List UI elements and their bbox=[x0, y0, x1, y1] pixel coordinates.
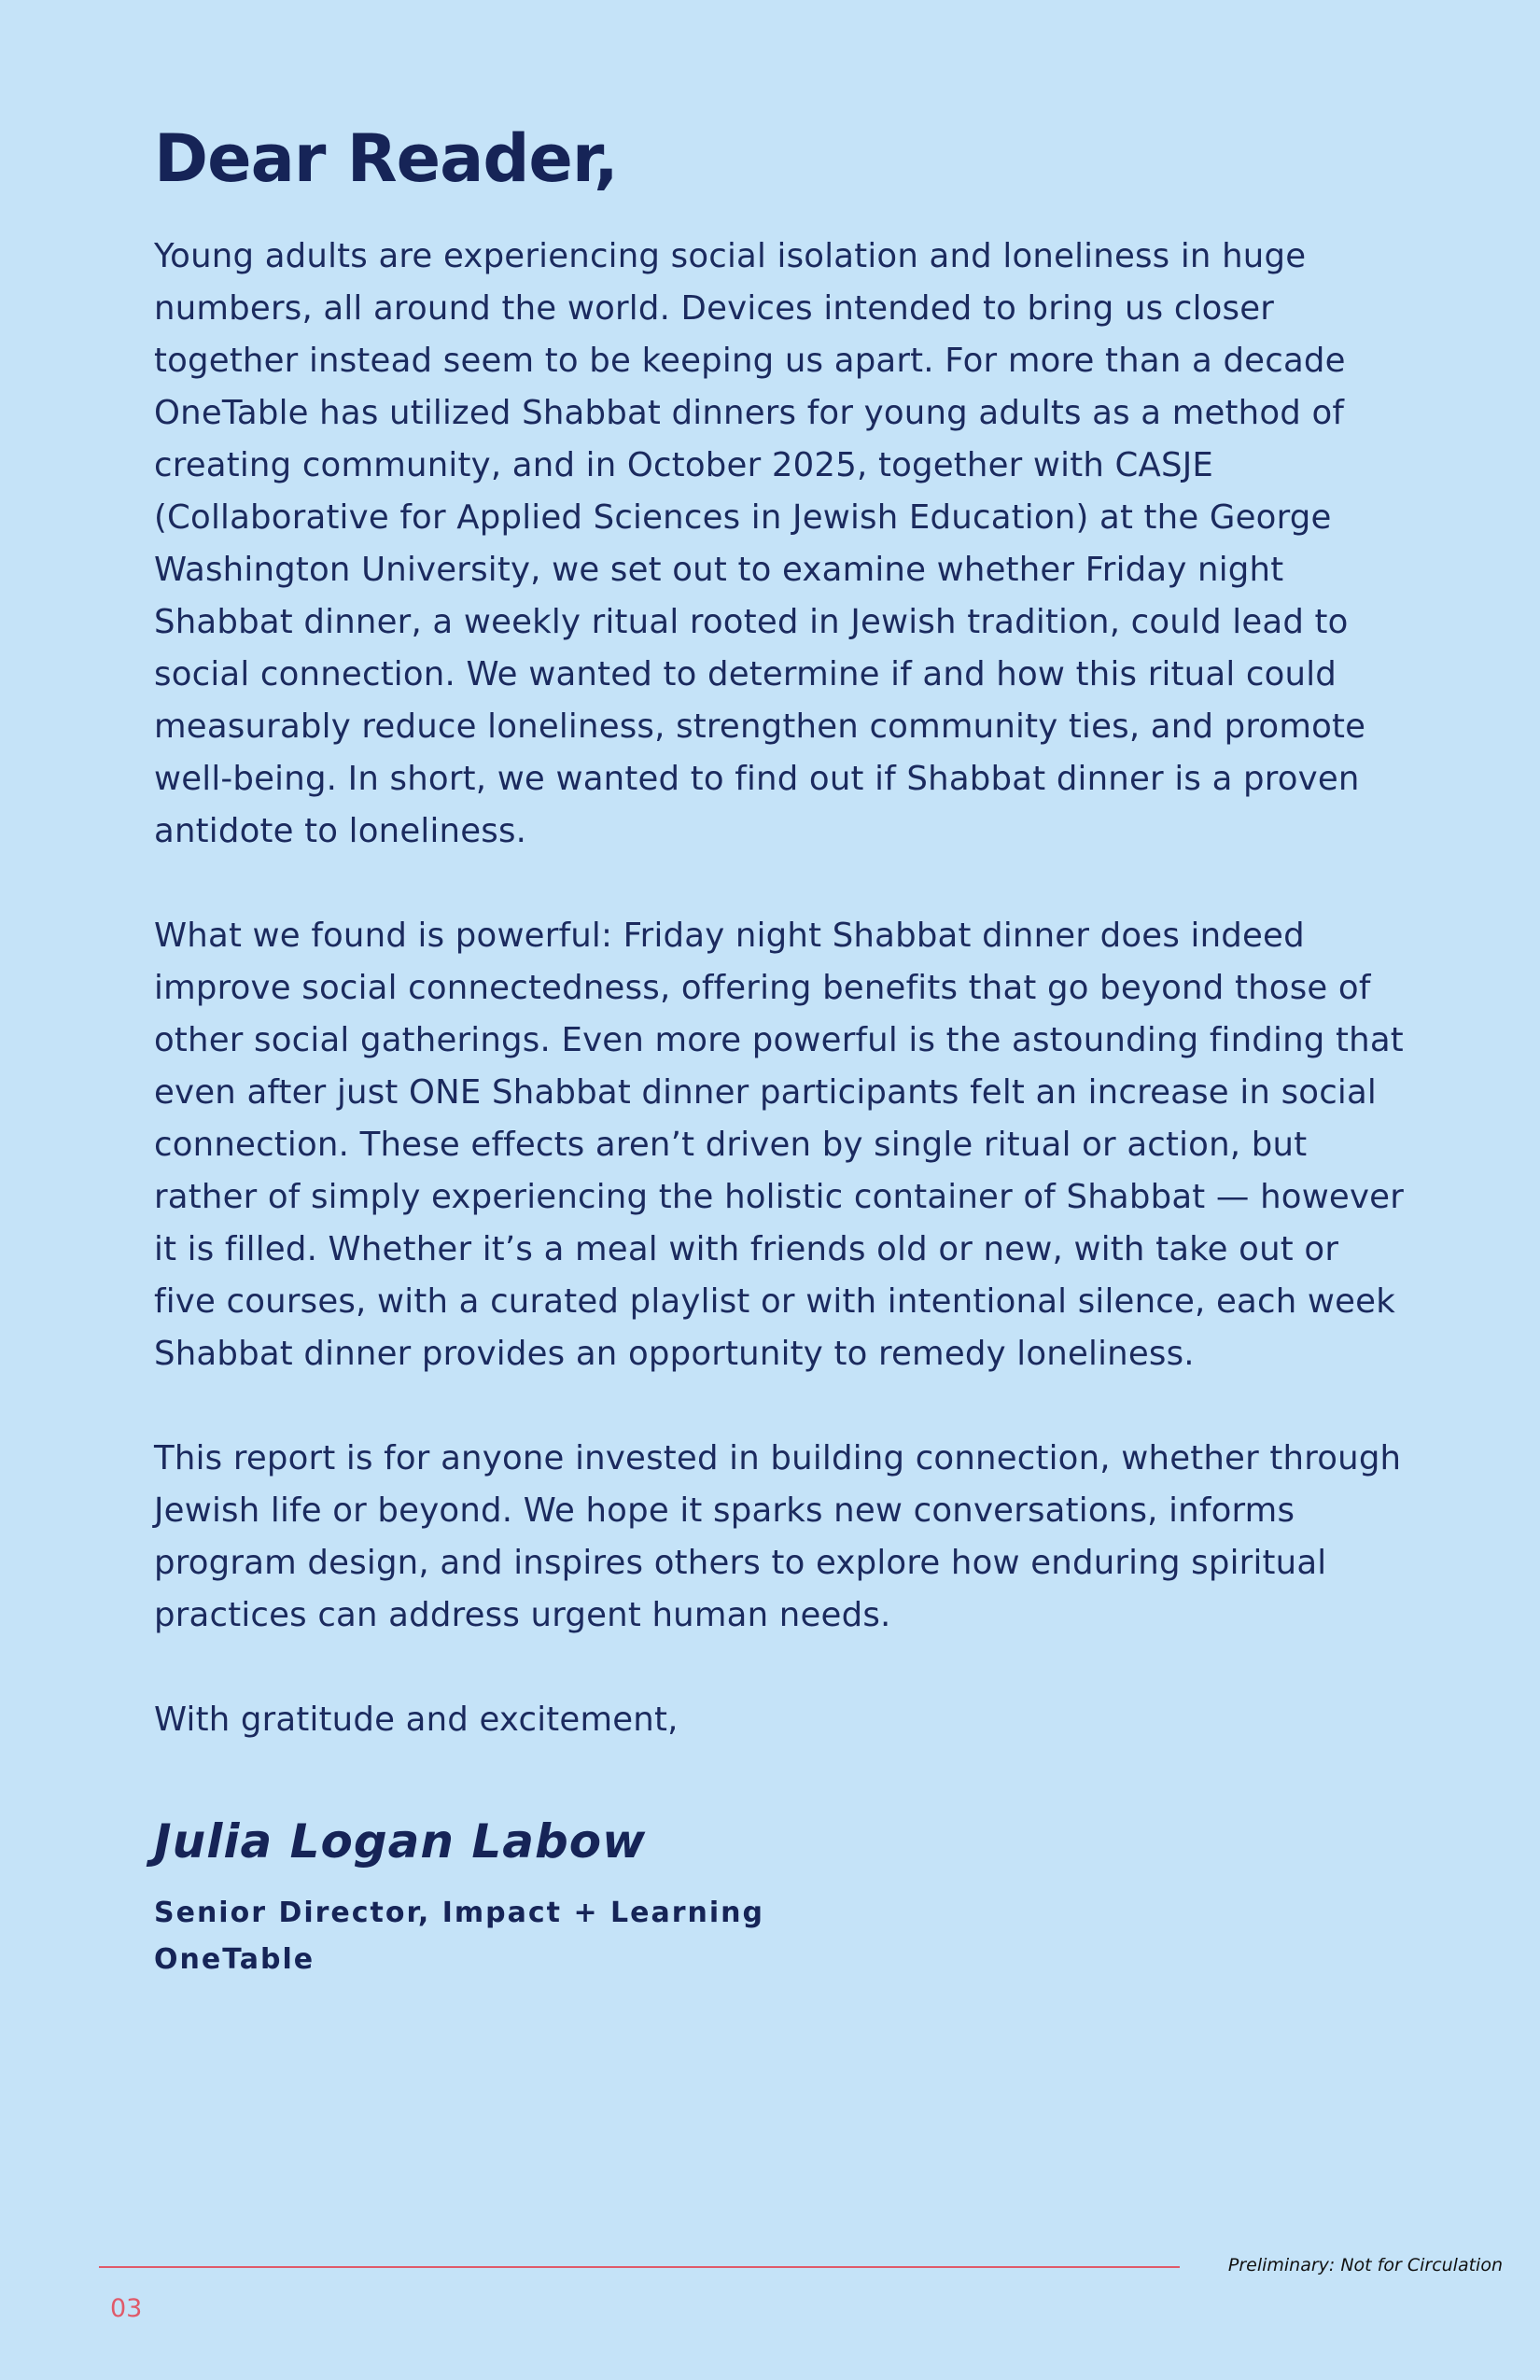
letter-closing: With gratitude and excitement, bbox=[154, 1701, 679, 1739]
signature-organization: OneTable bbox=[154, 1943, 315, 1976]
footer-note: Preliminary: Not for Circulation bbox=[1227, 2255, 1503, 2275]
signature-name: Julia Logan Labow bbox=[154, 1814, 647, 1869]
letter-paragraph-2: What we found is powerful: Friday night Shabbat dinner does indeed improve social connectedness, offering benefits that go beyond those of other social gatherings. Even more powerful is the astounding finding that even after just ONE Shabbat dinner participants felt an increase in social connection. These effects aren’t driven by single ritual or action, but rather of simply experiencing the holistic container of Shabbat — however it is filled. Whether it’s a meal with friends old or new, with take out or five courses, with a curated playlist or with intentional silence, each week Shabbat dinner provides an opportunity to remedy loneliness. bbox=[154, 917, 1405, 1373]
letter-greeting: Dear Reader, bbox=[154, 120, 618, 197]
letter bbox=[154, 117, 1405, 1983]
letter-paragraph-1: Young adults are experiencing social isolation and loneliness in huge numbers, all around the world. Devices intended to bring us closer together instead seem to be keeping us apart. For more than a decade OneTable has utilized Shabbat dinners for young adults as a method of creating community, and in October 2025, together with CASJE (Collaborative for Applied Sciences in Jewish Education) at the George Washington University, we set out to examine whether Friday night Shabbat dinner, a weekly ritual rooted in Jewish tradition, could lead to social connection. We wanted to determine if and how this ritual could measurably reduce loneliness, strengthen community ties, and promote well-being. In short, we wanted to find out if Shabbat dinner is a proven antidote to loneliness. bbox=[154, 237, 1366, 850]
footer-divider bbox=[99, 2266, 1180, 2268]
signature-title: Senior Director, Impact + Learning bbox=[154, 1897, 764, 1929]
page-number: 03 bbox=[110, 2294, 143, 2323]
letter-paragraph-3: This report is for anyone invested in building connection, whether through Jewish life or beyond. We hope it sparks new conversations, informs program design, and inspires others to explore how enduring spiritual practices can address urgent human needs. bbox=[154, 1439, 1402, 1634]
